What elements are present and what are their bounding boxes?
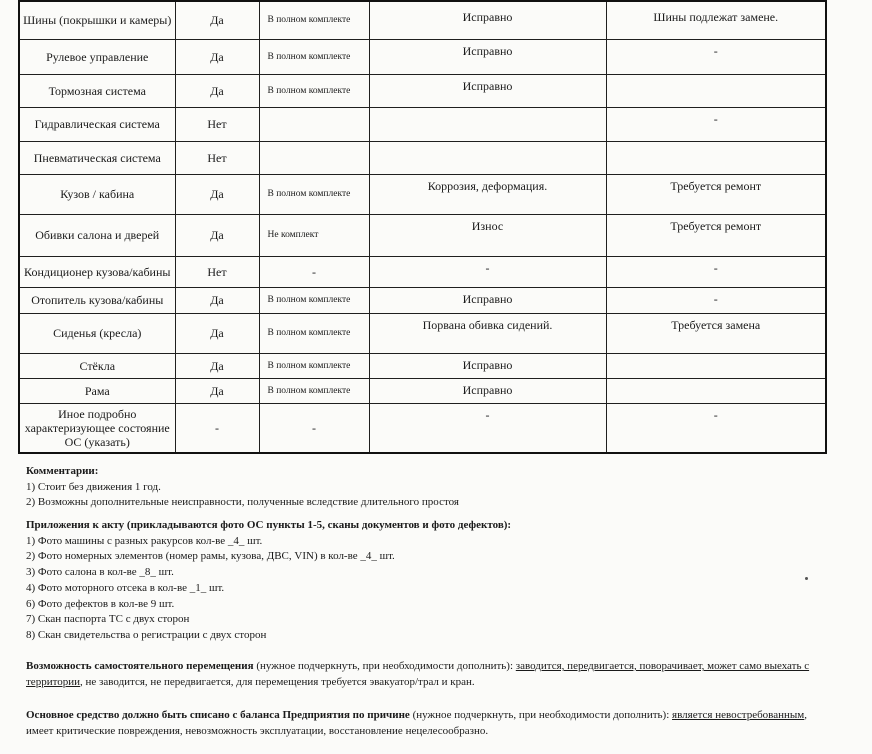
cell-condition: Исправно — [369, 378, 606, 403]
comment-item: 1) Стоит без движения 1 год. — [26, 480, 161, 493]
attachment-item: 2) Фото номерных элементов (номер рамы, кузова, ДВС, VIN) в кол-ве _4_ шт. — [26, 550, 395, 563]
cell-remarks — [606, 353, 826, 378]
attachment-item: 4) Фото моторного отсека в кол-ве _1_ шт. — [26, 581, 225, 594]
cell-available: - — [175, 403, 259, 453]
table-row — [19, 1, 826, 39]
cell-completeness: В полном комплекте — [259, 1, 369, 39]
table-row — [19, 287, 826, 313]
cell-condition: Износ — [369, 214, 606, 256]
cell-available: Да — [175, 287, 259, 313]
cell-name: Сиденья (кресла) — [19, 313, 175, 353]
cell-completeness — [259, 107, 369, 141]
table-row — [19, 214, 826, 256]
cell-condition — [369, 107, 606, 141]
cell-completeness: В полном комплекте — [259, 174, 369, 214]
cell-condition: Исправно — [369, 353, 606, 378]
mobility-note: (нужное подчеркнуть, при необходимости дополнить): — [253, 660, 516, 672]
writeoff-note: (нужное подчеркнуть, при необходимости дополнить): — [409, 709, 673, 721]
mobility-rest: , не заводится, не передвигается, для перемещения требуется эвакуатор/трал и кран. — [80, 676, 475, 688]
cell-available: Да — [175, 214, 259, 256]
attachment-item: 3) Фото салона в кол-ве _8_ шт. — [26, 566, 174, 579]
cell-remarks: - — [606, 39, 826, 74]
cell-name: Тормозная система — [19, 74, 175, 107]
cell-name: Обивки салона и дверей — [19, 214, 175, 256]
cell-completeness: - — [259, 403, 369, 453]
cell-remarks — [606, 378, 826, 403]
cell-remarks: - — [606, 403, 826, 453]
mobility-heading: Возможность самостоятельного перемещения — [26, 660, 254, 672]
cell-name: Отопитель кузова/кабины — [19, 287, 175, 313]
cell-condition: - — [369, 256, 606, 287]
table-row — [19, 39, 826, 74]
cell-available: Нет — [175, 256, 259, 287]
cell-completeness: В полном комплекте — [259, 287, 369, 313]
comments-heading: Комментарии: — [26, 465, 99, 477]
cell-available: Да — [175, 39, 259, 74]
writeoff-selected: является невостребованным — [672, 709, 805, 721]
attachment-item: 7) Скан паспорта ТС с двух сторон — [26, 613, 190, 626]
cell-available: Нет — [175, 107, 259, 141]
cell-remarks: Требуется ремонт — [606, 214, 826, 256]
mobility-selected: заводится, передвигается, поворачивает, может само выехать с территории — [26, 660, 810, 688]
table-row — [19, 74, 826, 107]
table-row — [19, 378, 826, 403]
cell-available: Да — [175, 1, 259, 39]
cell-remarks — [606, 74, 826, 107]
attachments-section — [26, 518, 511, 644]
cell-name: Гидравлическая система — [19, 107, 175, 141]
cell-completeness: В полном комплекте — [259, 74, 369, 107]
cell-available: Да — [175, 378, 259, 403]
inspection-table-body — [19, 1, 826, 453]
cell-condition: - — [369, 403, 606, 453]
cell-condition: Порвана обивка сидений. — [369, 313, 606, 353]
table-row — [19, 353, 826, 378]
cell-name: Рама — [19, 378, 175, 403]
inspection-table-wrapper — [18, 0, 827, 454]
attachment-item: 1) Фото машины с разных ракурсов кол-ве _4_ шт. — [26, 534, 263, 547]
inspection-table — [18, 0, 827, 454]
cell-remarks: - — [606, 287, 826, 313]
cell-condition: Исправно — [369, 1, 606, 39]
attachment-item: 8) Скан свидетельства о регистрации с двух сторон — [26, 628, 267, 641]
cell-condition: Исправно — [369, 74, 606, 107]
cell-name: Кузов / кабина — [19, 174, 175, 214]
cell-available: Да — [175, 174, 259, 214]
cell-available: Нет — [175, 141, 259, 174]
writeoff-heading: Основное средство должно быть списано с баланса Предприятия по причине — [26, 709, 410, 721]
cell-name: Пневматическая система — [19, 141, 175, 174]
cell-completeness: В полном комплекте — [259, 378, 369, 403]
attachment-item: 6) Фото дефектов в кол-ве 9 шт. — [26, 597, 175, 610]
cell-name: Иное подробно характеризующее состояние ОС (указать) — [19, 403, 175, 453]
cell-condition — [369, 141, 606, 174]
cell-condition: Исправно — [369, 39, 606, 74]
cell-available: Да — [175, 353, 259, 378]
table-row — [19, 141, 826, 174]
cell-name: Стёкла — [19, 353, 175, 378]
writeoff-rest: , имеет критические повреждения, невозможность эксплуатации, восстановление нецелесообразно. — [26, 709, 807, 737]
mobility-paragraph — [26, 658, 826, 690]
cell-available: Да — [175, 74, 259, 107]
attachments-heading: Приложения к акту (прикладываются фото ОС пункты 1-5, сканы документов и фото дефектов): — [26, 519, 512, 531]
comment-item: 2) Возможны дополнительные неисправности, полученные вследствие длительного простоя — [26, 496, 459, 509]
cell-remarks: Шины подлежат замене. — [606, 1, 826, 39]
cell-remarks — [606, 141, 826, 174]
table-row — [19, 403, 826, 453]
cell-condition: Коррозия, деформация. — [369, 174, 606, 214]
cell-completeness: В полном комплекте — [259, 39, 369, 74]
cell-available: Да — [175, 313, 259, 353]
table-row — [19, 174, 826, 214]
cell-remarks: Требуется замена — [606, 313, 826, 353]
comments-section — [26, 464, 459, 511]
cell-remarks: - — [606, 107, 826, 141]
cell-completeness: - — [259, 256, 369, 287]
cell-completeness: Не комплект — [259, 214, 369, 256]
writeoff-paragraph — [26, 707, 826, 739]
table-row — [19, 107, 826, 141]
table-row — [19, 256, 826, 287]
table-row — [19, 313, 826, 353]
scan-speck — [805, 577, 808, 580]
cell-remarks: Требуется ремонт — [606, 174, 826, 214]
cell-completeness: В полном комплекте — [259, 353, 369, 378]
cell-condition: Исправно — [369, 287, 606, 313]
cell-completeness — [259, 141, 369, 174]
cell-name: Кондиционер кузова/кабины — [19, 256, 175, 287]
cell-completeness: В полном комплекте — [259, 313, 369, 353]
cell-name: Рулевое управление — [19, 39, 175, 74]
cell-name: Шины (покрышки и камеры) — [19, 1, 175, 39]
cell-remarks: - — [606, 256, 826, 287]
